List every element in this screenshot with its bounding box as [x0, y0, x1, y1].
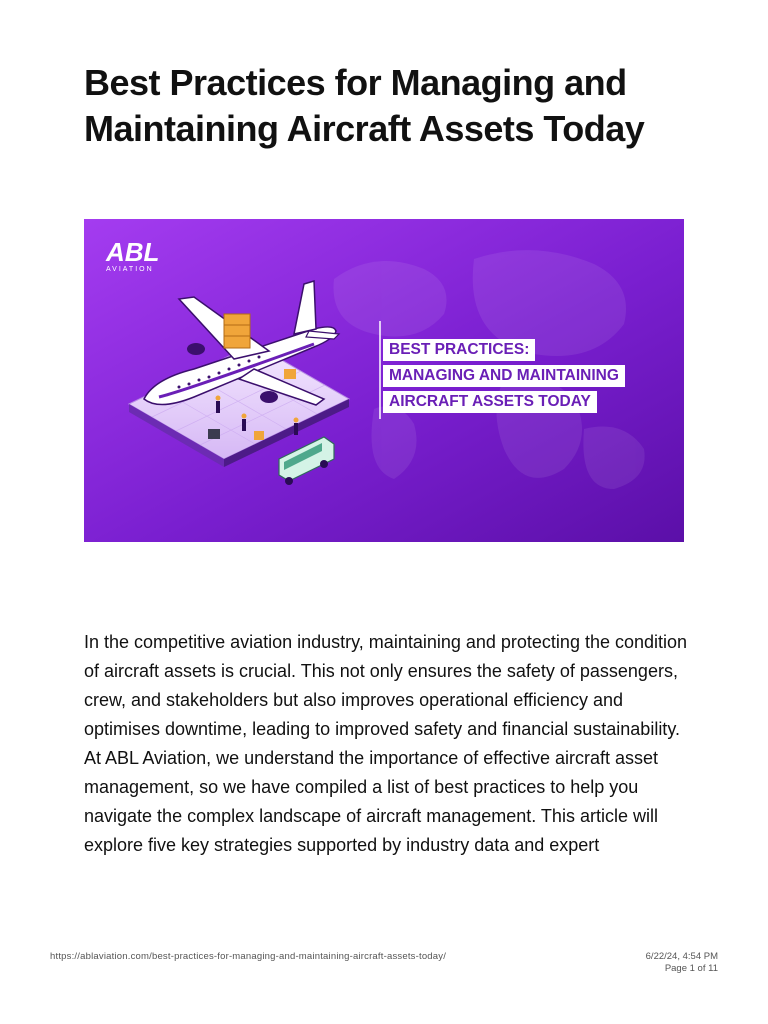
- hero-line-1: BEST PRACTICES:: [383, 339, 535, 361]
- abl-logo: ABL: [106, 237, 160, 267]
- aviation-logo-sub: AVIATION: [106, 266, 154, 273]
- footer-page-number: Page 1 of 11: [664, 963, 718, 974]
- footer-datetime: 6/22/24, 4:54 PM: [645, 951, 718, 962]
- hero-line-2: MANAGING AND MAINTAINING: [383, 365, 625, 387]
- hero-banner: [84, 219, 684, 542]
- footer-url[interactable]: https://ablaviation.com/best-practices-for-managing-and-maintaining-aircraft-assets-today/: [50, 951, 447, 962]
- hero-headline: [383, 339, 625, 417]
- footer-meta: [646, 951, 718, 975]
- hero-line-3: AIRCRAFT ASSETS TODAY: [383, 391, 597, 413]
- article-body: In the competitive aviation industry, maintaining and protecting the condition of aircraft assets is crucial. This not only ensures the safety of passengers, crew, and stakeholders but also improves operational efficiency and optimises downtime, leading to improved safety and financial sustainability. At ABL Aviation, we understand the importance of effective aircraft asset management, so we have compiled a list of best practices to help you navigate the complex landscape of aircraft management. This article will explore five key strategies supported by industry data and expert: [84, 632, 688, 855]
- article-title: Best Practices for Managing and Maintaining Aircraft Assets Today: [84, 62, 645, 149]
